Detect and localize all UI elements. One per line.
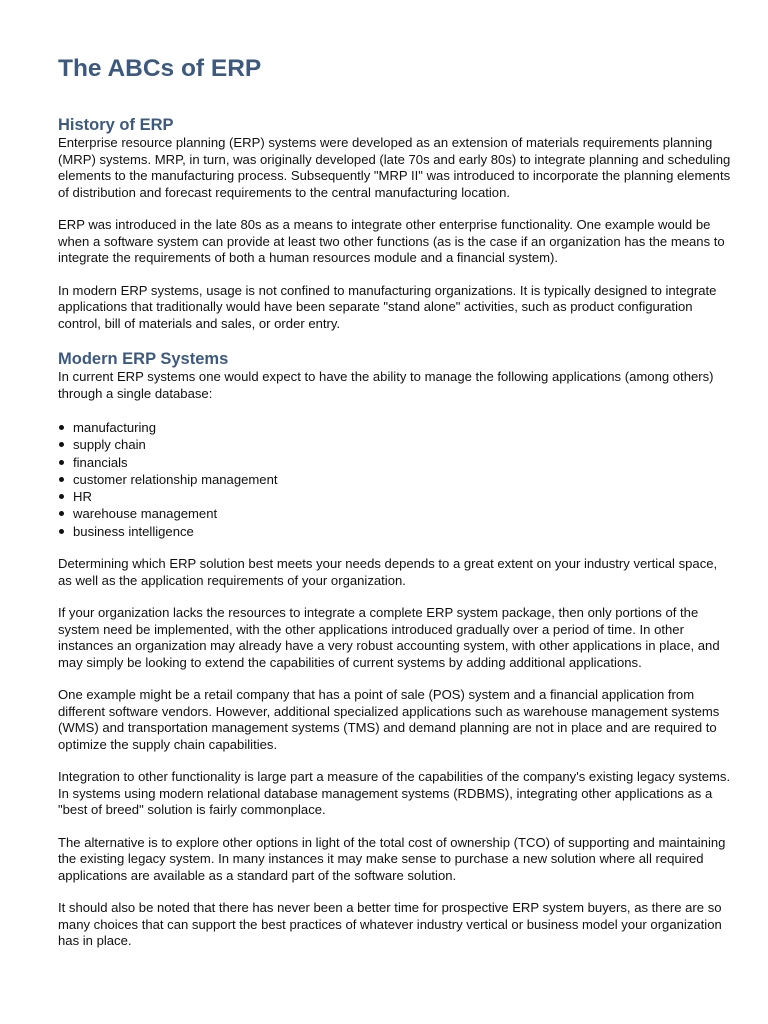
modern-paragraph-6: It should also be noted that there has never been a better time for prospective ERP system buyers, as there are so many choices that can support the best practices of whatever industry vertical or business model your organization has in place. [58, 900, 722, 949]
section-heading-history: History of ERP [58, 116, 174, 134]
modern-intro-paragraph: In current ERP systems one would expect to have the ability to manage the following applications (among others) through a single database: [58, 369, 714, 401]
list-item: manufacturing [58, 419, 734, 436]
modern-paragraph-3: One example might be a retail company that has a point of sale (POS) system and a financial application from different software vendors. However, additional specialized applications such as warehouse management systems (WMS) and transportation management systems (TMS) and demand planning are not in place and are required to optimize the supply chain capabilities. [58, 687, 720, 752]
modern-paragraph-5: The alternative is to explore other options in light of the total cost of ownership (TCO) of supporting and maintaining the existing legacy system. In many instances it may make sense to purchase a new solution where all required applications are available as a standard part of the software solution. [58, 834, 726, 883]
modern-paragraph-2: If your organization lacks the resources to integrate a complete ERP system package, then only portions of the system need be implemented, with the other applications introduced gradually over a period of time. In other instances an organization may already have a very robust accounting system, with other applications in place, and may simply be looking to extend the capabilities of current systems by adding additional applications. [58, 605, 720, 670]
list-item: supply chain [58, 436, 734, 453]
applications-list [58, 419, 734, 540]
list-item: HR [58, 488, 734, 505]
history-paragraph-2: ERP was introduced in the late 80s as a means to integrate other enterprise functionality. One example would be when a software system can provide at least two other functions (as is the case if an organization has the means to integrate the requirements of both a human resources module and a financial system). [58, 217, 725, 265]
document-page [58, 54, 734, 950]
modern-paragraph-4: Integration to other functionality is large part a measure of the capabilities of the company's existing legacy systems. In systems using modern relational database management systems (RDBMS), integrating other applications as a "best of breed" solution is fairly commonplace. [58, 769, 731, 818]
history-paragraph-3: In modern ERP systems, usage is not confined to manufacturing organizations. It is typically designed to integrate applications that traditionally would have been separate "stand alone" activities, such as product configuration control, bill of materials and sales, or order entry. [58, 282, 717, 331]
list-item: business intelligence [58, 523, 734, 540]
section-heading-modern: Modern ERP Systems [58, 350, 229, 368]
history-paragraph-1: Enterprise resource planning (ERP) systems were developed as an extension of materials requirements planning (MRP) systems. MRP, in turn, was originally developed (late 70s and early 80s) to integrate planning and scheduling elements to the manufacturing process. Subsequently "MRP II" was introduced to incorporate the planning elements of distribution and forecast requirements to the central manufacturing location. [58, 135, 731, 200]
list-item: financials [58, 454, 734, 471]
list-item: customer relationship management [58, 471, 734, 488]
list-item: warehouse management [58, 505, 734, 522]
modern-paragraph-1: Determining which ERP solution best meets your needs depends to a great extent on your industry vertical space, as well as the application requirements of your organization. [58, 556, 718, 588]
document-title: The ABCs of ERP [58, 55, 262, 82]
